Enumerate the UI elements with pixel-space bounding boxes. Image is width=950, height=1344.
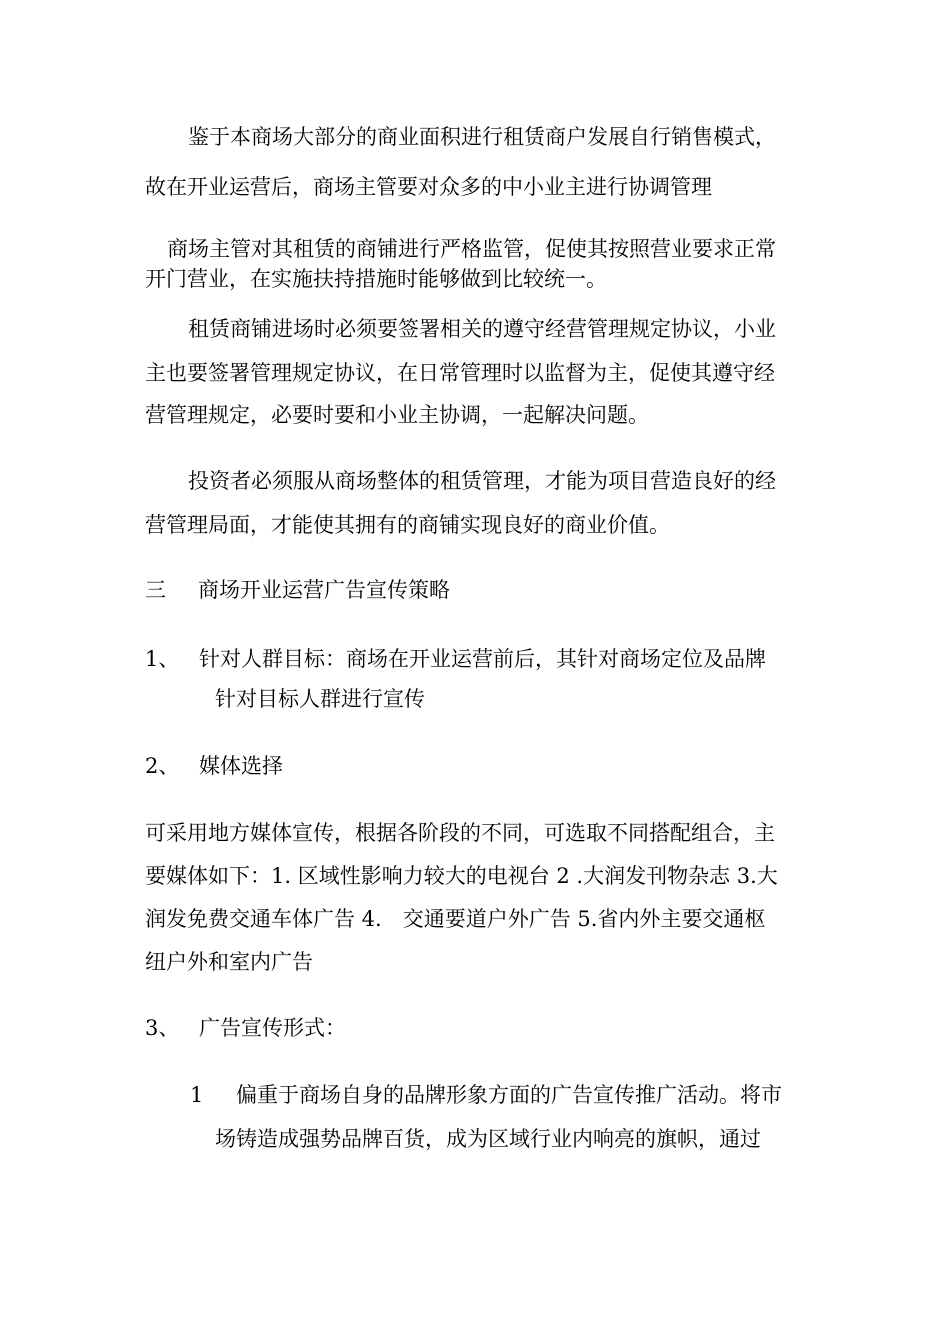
item-2-number: 2、 [145,754,180,778]
paragraph-2-line-2: 开门营业，在实施扶持措施时能够做到比较统一。 [145,267,607,291]
paragraph-4-line-2: 营管理局面，才能使其拥有的商铺实现良好的商业价值。 [145,513,670,537]
item-3-number: 3、 [145,1016,180,1040]
paragraph-3-line-1: 租赁商铺进场时必须要签署相关的遵守经营管理规定协议，小业 [188,317,776,341]
media-paragraph-line-1: 可采用地方媒体宣传，根据各阶段的不同，可选取不同搭配组合，主 [145,821,775,845]
paragraph-1-line-1: 鉴于本商场大部分的商业面积进行租赁商户发展自行销售模式， [188,125,776,149]
media-paragraph-line-3: 润发免费交通车体广告 4. 交通要道户外广告 5.省内外主要交通枢 [145,907,766,931]
item-3-title: 广告宣传形式： [199,1016,346,1040]
paragraph-4-line-1: 投资者必须服从商场整体的租赁管理，才能为项目营造良好的经 [188,469,776,493]
item-1-line-1: 针对人群目标：商场在开业运营前后，其针对商场定位及品牌 [199,647,766,671]
section-number: 三 [145,578,166,602]
subitem-1-line-2: 场铸造成强势品牌百货，成为区域行业内响亮的旗帜，通过 [215,1127,761,1151]
media-paragraph-line-4: 纽户外和室内广告 [145,950,313,974]
subitem-1-number: 1 [190,1083,204,1107]
paragraph-2-line-1: 商场主管对其租赁的商铺进行严格监管，促使其按照营业要求正常 [167,237,776,261]
subitem-1-line-1: 偏重于商场自身的品牌形象方面的广告宣传推广活动。将市 [236,1083,782,1107]
item-2-line-1: 媒体选择 [199,754,283,778]
item-1-number: 1、 [145,647,180,671]
media-paragraph-line-2: 要媒体如下：1. 区域性影响力较大的电视台 2 .大润发刊物杂志 3.大 [145,864,778,888]
paragraph-1-line-2: 故在开业运营后，商场主管要对众多的中小业主进行协调管理 [145,175,712,199]
section-title: 商场开业运营广告宣传策略 [198,578,450,602]
item-1-line-2: 针对目标人群进行宣传 [215,687,425,711]
paragraph-3-line-3: 营管理规定，必要时要和小业主协调，一起解决问题。 [145,403,649,427]
paragraph-3-line-2: 主也要签署管理规定协议，在日常管理时以监督为主，促使其遵守经 [145,361,775,385]
